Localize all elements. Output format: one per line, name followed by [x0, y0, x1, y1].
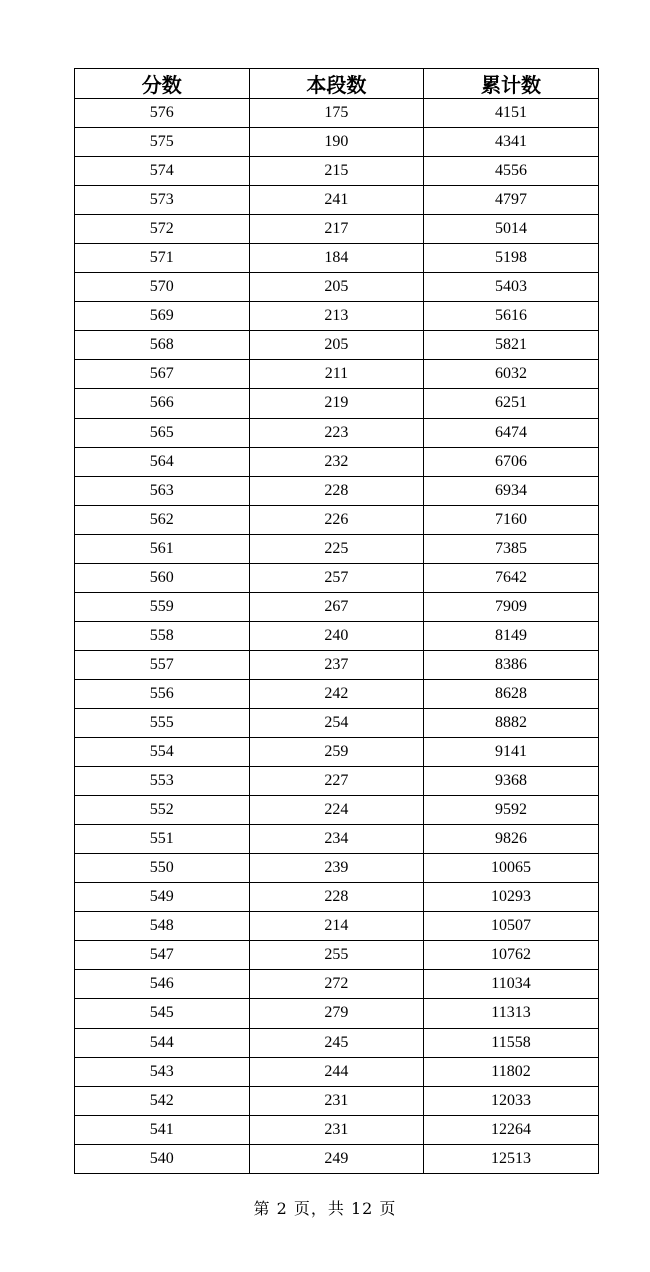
- cell-cumulative-count: 6032: [424, 360, 599, 389]
- cell-score: 554: [75, 738, 250, 767]
- cell-segment-count: 231: [249, 1115, 424, 1144]
- table-row: [75, 999, 599, 1028]
- cell-score: 561: [75, 534, 250, 563]
- cell-segment-count: 215: [249, 157, 424, 186]
- cell-segment-count: 223: [249, 418, 424, 447]
- cell-score: 551: [75, 825, 250, 854]
- table-row: [75, 970, 599, 999]
- table-row: [75, 1028, 599, 1057]
- cell-segment-count: 234: [249, 825, 424, 854]
- cell-score: 560: [75, 563, 250, 592]
- cell-score: 563: [75, 476, 250, 505]
- cell-cumulative-count: 7385: [424, 534, 599, 563]
- cell-score: 553: [75, 767, 250, 796]
- cell-cumulative-count: 5403: [424, 273, 599, 302]
- cell-score: 576: [75, 99, 250, 128]
- cell-score: 572: [75, 215, 250, 244]
- cell-score: 557: [75, 650, 250, 679]
- table-row: [75, 476, 599, 505]
- cell-segment-count: 272: [249, 970, 424, 999]
- cell-cumulative-count: 9141: [424, 738, 599, 767]
- cell-segment-count: 205: [249, 273, 424, 302]
- header-score: 分数: [75, 69, 250, 99]
- cell-score: 566: [75, 389, 250, 418]
- cell-score: 547: [75, 941, 250, 970]
- cell-cumulative-count: 4341: [424, 128, 599, 157]
- cell-segment-count: 232: [249, 447, 424, 476]
- cell-score: 552: [75, 796, 250, 825]
- cell-score: 567: [75, 360, 250, 389]
- cell-segment-count: 239: [249, 854, 424, 883]
- cell-score: 570: [75, 273, 250, 302]
- cell-segment-count: 227: [249, 767, 424, 796]
- cell-score: 542: [75, 1086, 250, 1115]
- cell-score: 573: [75, 186, 250, 215]
- cell-segment-count: 241: [249, 186, 424, 215]
- table-row: [75, 534, 599, 563]
- cell-cumulative-count: 4556: [424, 157, 599, 186]
- table-row: [75, 302, 599, 331]
- cell-cumulative-count: 10507: [424, 912, 599, 941]
- cell-cumulative-count: 12033: [424, 1086, 599, 1115]
- table-row: [75, 912, 599, 941]
- cell-cumulative-count: 6474: [424, 418, 599, 447]
- cell-cumulative-count: 5014: [424, 215, 599, 244]
- cell-score: 574: [75, 157, 250, 186]
- table-row: [75, 883, 599, 912]
- cell-cumulative-count: 9368: [424, 767, 599, 796]
- cell-score: 559: [75, 592, 250, 621]
- cell-segment-count: 259: [249, 738, 424, 767]
- cell-score: 571: [75, 244, 250, 273]
- cell-cumulative-count: 10293: [424, 883, 599, 912]
- cell-score: 545: [75, 999, 250, 1028]
- table-header-row: [75, 69, 599, 99]
- table-row: [75, 215, 599, 244]
- table-row: [75, 331, 599, 360]
- cell-cumulative-count: 8882: [424, 708, 599, 737]
- table-row: [75, 708, 599, 737]
- cell-cumulative-count: 8386: [424, 650, 599, 679]
- table-row: [75, 1086, 599, 1115]
- table-row: [75, 128, 599, 157]
- cell-cumulative-count: 7160: [424, 505, 599, 534]
- cell-cumulative-count: 11313: [424, 999, 599, 1028]
- cell-cumulative-count: 12264: [424, 1115, 599, 1144]
- cell-cumulative-count: 5616: [424, 302, 599, 331]
- table-row: [75, 825, 599, 854]
- cell-cumulative-count: 11034: [424, 970, 599, 999]
- cell-cumulative-count: 8149: [424, 621, 599, 650]
- cell-segment-count: 231: [249, 1086, 424, 1115]
- cell-segment-count: 255: [249, 941, 424, 970]
- table-row: [75, 1115, 599, 1144]
- table-row: [75, 418, 599, 447]
- cell-segment-count: 217: [249, 215, 424, 244]
- cell-segment-count: 244: [249, 1057, 424, 1086]
- table-row: [75, 650, 599, 679]
- cell-segment-count: 254: [249, 708, 424, 737]
- cell-segment-count: 237: [249, 650, 424, 679]
- table-row: [75, 621, 599, 650]
- cell-segment-count: 267: [249, 592, 424, 621]
- cell-cumulative-count: 12513: [424, 1144, 599, 1173]
- cell-segment-count: 228: [249, 476, 424, 505]
- cell-cumulative-count: 9592: [424, 796, 599, 825]
- cell-cumulative-count: 9826: [424, 825, 599, 854]
- cell-segment-count: 240: [249, 621, 424, 650]
- cell-cumulative-count: 7909: [424, 592, 599, 621]
- cell-cumulative-count: 4797: [424, 186, 599, 215]
- cell-cumulative-count: 6706: [424, 447, 599, 476]
- cell-score: 575: [75, 128, 250, 157]
- page-number-footer: 第 2 页，共 12 页: [253, 1199, 397, 1218]
- cell-score: 558: [75, 621, 250, 650]
- table-row: [75, 738, 599, 767]
- cell-segment-count: 190: [249, 128, 424, 157]
- table-row: [75, 186, 599, 215]
- header-segment-count: 本段数: [249, 69, 424, 99]
- cell-cumulative-count: 8628: [424, 679, 599, 708]
- cell-score: 548: [75, 912, 250, 941]
- cell-cumulative-count: 6934: [424, 476, 599, 505]
- cell-segment-count: 224: [249, 796, 424, 825]
- cell-cumulative-count: 6251: [424, 389, 599, 418]
- table-row: [75, 941, 599, 970]
- cell-score: 540: [75, 1144, 250, 1173]
- cell-score: 555: [75, 708, 250, 737]
- table-row: [75, 273, 599, 302]
- cell-segment-count: 279: [249, 999, 424, 1028]
- score-distribution-table: [74, 68, 599, 1174]
- cell-score: 546: [75, 970, 250, 999]
- cell-segment-count: 213: [249, 302, 424, 331]
- cell-score: 544: [75, 1028, 250, 1057]
- cell-score: 541: [75, 1115, 250, 1144]
- cell-score: 564: [75, 447, 250, 476]
- cell-segment-count: 245: [249, 1028, 424, 1057]
- cell-score: 549: [75, 883, 250, 912]
- table-row: [75, 767, 599, 796]
- cell-segment-count: 211: [249, 360, 424, 389]
- table-row: [75, 854, 599, 883]
- cell-cumulative-count: 10065: [424, 854, 599, 883]
- cell-segment-count: 205: [249, 331, 424, 360]
- table-row: [75, 99, 599, 128]
- table-row: [75, 244, 599, 273]
- table-row: [75, 563, 599, 592]
- cell-segment-count: 249: [249, 1144, 424, 1173]
- table-body: [75, 99, 599, 1174]
- cell-segment-count: 219: [249, 389, 424, 418]
- cell-cumulative-count: 11802: [424, 1057, 599, 1086]
- table-row: [75, 447, 599, 476]
- cell-cumulative-count: 5821: [424, 331, 599, 360]
- table-row: [75, 389, 599, 418]
- cell-cumulative-count: 10762: [424, 941, 599, 970]
- table-row: [75, 360, 599, 389]
- cell-score: 543: [75, 1057, 250, 1086]
- table-row: [75, 592, 599, 621]
- cell-segment-count: 175: [249, 99, 424, 128]
- cell-score: 550: [75, 854, 250, 883]
- table-row: [75, 1057, 599, 1086]
- cell-segment-count: 257: [249, 563, 424, 592]
- cell-score: 562: [75, 505, 250, 534]
- table-row: [75, 796, 599, 825]
- cell-segment-count: 214: [249, 912, 424, 941]
- table-row: [75, 679, 599, 708]
- table-row: [75, 505, 599, 534]
- cell-score: 568: [75, 331, 250, 360]
- cell-score: 569: [75, 302, 250, 331]
- table-row: [75, 1144, 599, 1173]
- cell-cumulative-count: 7642: [424, 563, 599, 592]
- cell-segment-count: 242: [249, 679, 424, 708]
- cell-segment-count: 226: [249, 505, 424, 534]
- cell-segment-count: 228: [249, 883, 424, 912]
- cell-segment-count: 184: [249, 244, 424, 273]
- header-cumulative-count: 累计数: [424, 69, 599, 99]
- cell-segment-count: 225: [249, 534, 424, 563]
- cell-cumulative-count: 11558: [424, 1028, 599, 1057]
- cell-cumulative-count: 5198: [424, 244, 599, 273]
- cell-score: 565: [75, 418, 250, 447]
- cell-score: 556: [75, 679, 250, 708]
- table-row: [75, 157, 599, 186]
- cell-cumulative-count: 4151: [424, 99, 599, 128]
